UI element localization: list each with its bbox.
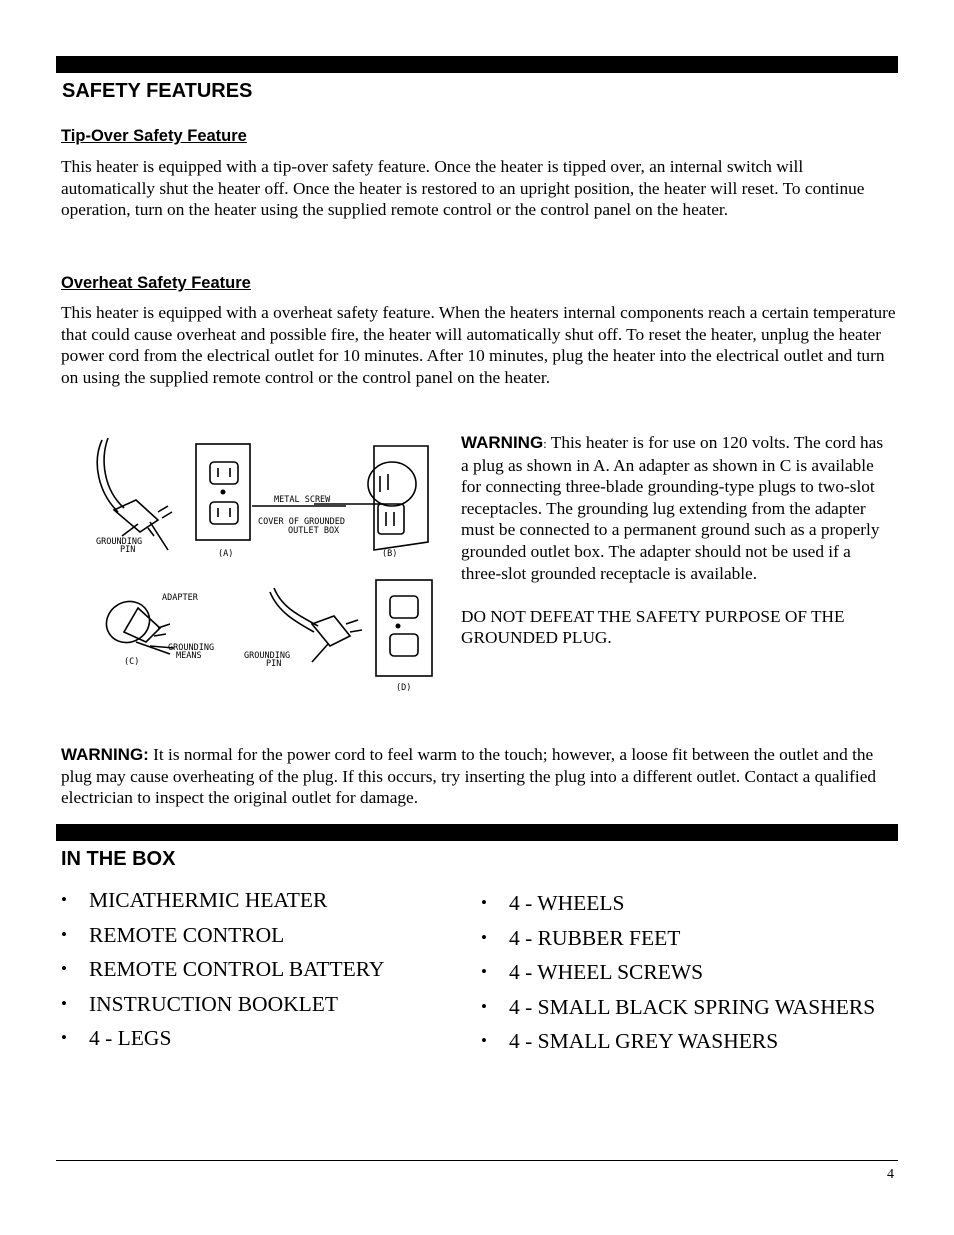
- label-pin: PIN: [120, 545, 136, 555]
- list-item: [481, 891, 875, 926]
- list-item-text: 4 - LEGS: [89, 1026, 172, 1051]
- label-c: (C): [124, 657, 140, 667]
- list-item: [481, 960, 875, 995]
- label-b: (B): [382, 549, 398, 559]
- tipover-text: This heater is equipped with a tip-over safety feature. Once the heater is tipped over, an internal switch will automatically shut the heater off. Once the heater is restored to an upright position, the heater will reset. To continue operation, turn on the heater using the supplied remote control or the control panel on the heater.: [61, 157, 865, 220]
- label-a: (A): [218, 549, 234, 559]
- bullet: •: [61, 890, 67, 909]
- cord-warning-label: WARNING:: [61, 745, 149, 764]
- list-item: [481, 995, 875, 1030]
- voltage-warning: [461, 432, 886, 649]
- list-item: [61, 888, 384, 923]
- label-grounding-means: GROUNDING: [168, 643, 215, 653]
- label-outlet-box: OUTLET BOX: [288, 526, 340, 536]
- list-item: [61, 923, 384, 958]
- label-pin-2: PIN: [266, 659, 282, 669]
- label-means: MEANS: [176, 651, 202, 661]
- list-item-text: INSTRUCTION BOOKLET: [89, 991, 339, 1016]
- list-item-text: 4 - RUBBER FEET: [509, 925, 681, 950]
- footer-rule: [56, 1160, 898, 1161]
- warning-colon: :: [543, 436, 547, 451]
- bullet: •: [481, 1031, 487, 1051]
- cord-warning-text: It is normal for the power cord to feel warm to the touch; however, a loose fit between the outlet and the plug may cause overheating of the plug. If this occurs, try inserting the plug into a different outlet. Contact a qualified electrician to inspect the original outlet for damage.: [61, 745, 877, 808]
- list-item-text: 4 - WHEEL SCREWS: [509, 960, 704, 985]
- page-number: 4: [887, 1167, 894, 1182]
- label-adapter: ADAPTER: [162, 593, 198, 603]
- label-metal-screw: METAL SCREW: [274, 495, 331, 505]
- label-grounding-pin-2: GROUNDING: [244, 651, 291, 661]
- list-item-text: 4 - SMALL BLACK SPRING WASHERS: [509, 994, 876, 1019]
- bullet: •: [61, 924, 67, 944]
- bullet: •: [61, 993, 67, 1013]
- list-item: [481, 1029, 875, 1064]
- tipover-heading: Tip-Over Safety Feature: [61, 127, 247, 145]
- voltage-warning-text: [461, 432, 886, 584]
- bullet: •: [61, 1028, 67, 1048]
- list-item-text: REMOTE CONTROL BATTERY: [89, 957, 385, 982]
- overheat-text: This heater is equipped with a overheat safety feature. When the heaters internal components reach a certain temperature that could cause overheat and possible fire, the heater will automatically shut off. To reset the heater, unplug the heater power cord from the electrical outlet for 10 minutes. After 10 minutes, plug the heater into the electrical outlet and turn on using the supplied remote control or the control panel on the heater.: [61, 303, 896, 387]
- bullet: •: [481, 996, 487, 1016]
- inbox-list-left: [61, 888, 384, 1061]
- list-item: [61, 1026, 384, 1061]
- section-bar-inbox: [56, 824, 898, 841]
- list-item: [61, 957, 384, 992]
- voltage-warning-body: This heater is for use on 120 volts. The cord has a plug as shown in A. An adapter as shown in C is available for connecting three-blade grounding-type plugs to two-slot receptacles. The grounding lug extending from the adapter must be connected to a permanent ground such as a properly grounded outlet box. The adapter should not be used if a three-slot grounded receptacle is available.: [461, 433, 884, 583]
- label-d: (D): [396, 683, 412, 693]
- bullet: •: [61, 959, 67, 979]
- cord-warning: [61, 744, 901, 809]
- list-item-text: 4 - SMALL GREY WASHERS: [509, 1029, 779, 1054]
- grounded-plug-caution: DO NOT DEFEAT THE SAFETY PURPOSE OF THE GROUNDED PLUG.: [461, 606, 845, 648]
- inbox-list-right: [481, 891, 875, 1064]
- section-bar-top: [56, 56, 898, 73]
- grounding-plug-diagram: [88, 432, 440, 700]
- in-the-box-title: IN THE BOX: [61, 848, 176, 870]
- overheat-heading: Overheat Safety Feature: [61, 274, 251, 292]
- list-item-text: MICATHERMIC HEATER: [89, 888, 328, 912]
- label-grounding-pin: GROUNDING: [96, 537, 143, 547]
- list-item: [481, 926, 875, 961]
- bullet: •: [481, 962, 487, 982]
- warning-label: WARNING: [461, 433, 544, 452]
- safety-features-title: SAFETY FEATURES: [62, 80, 253, 102]
- bullet: •: [481, 893, 487, 912]
- bullet: •: [481, 927, 487, 947]
- list-item-text: 4 - WHEELS: [509, 891, 625, 915]
- list-item: [61, 992, 384, 1027]
- list-item-text: REMOTE CONTROL: [89, 922, 285, 947]
- label-cover-grounded: COVER OF GROUNDED: [258, 517, 345, 527]
